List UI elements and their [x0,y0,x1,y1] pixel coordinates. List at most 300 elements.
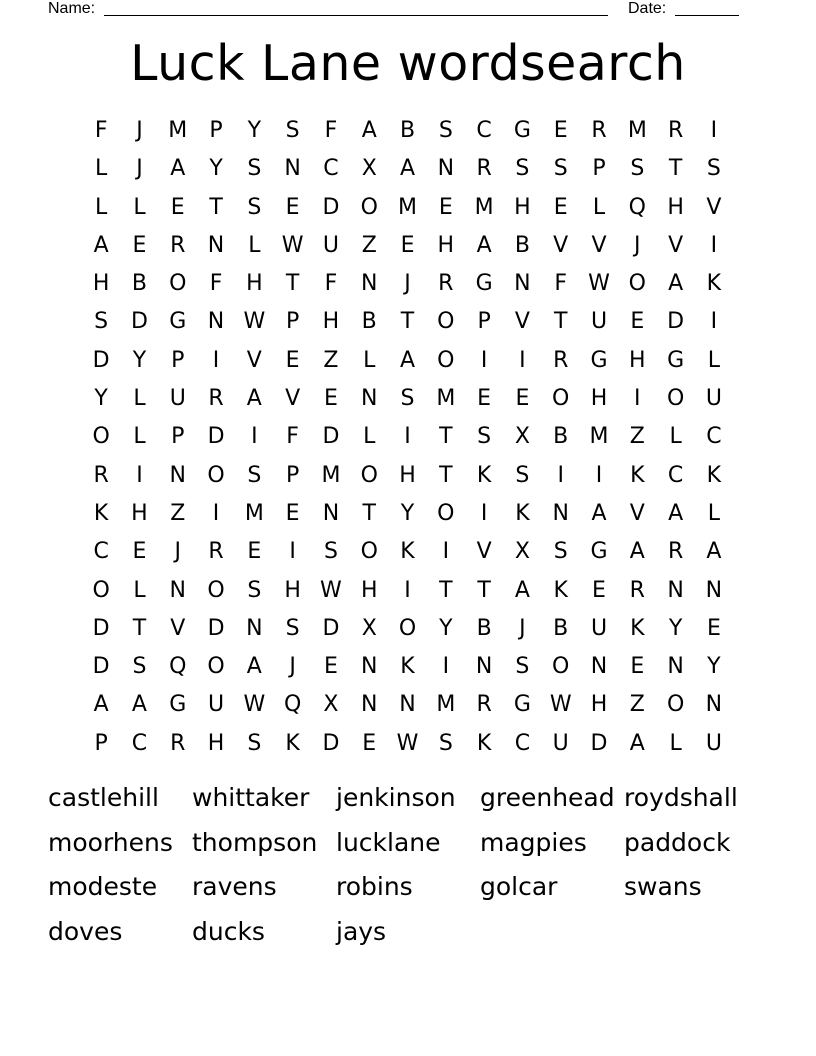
grid-letter: H [246,271,263,297]
grid-letter: N [514,271,531,297]
grid-letter: T [477,577,491,603]
grid-letter: L [133,577,146,603]
grid-letter: O [552,654,570,680]
grid-letter: Z [629,424,645,450]
grid-letter: D [207,424,225,450]
grid-letter: G [169,309,187,335]
grid-letter: V [285,386,301,412]
grid-letter: K [630,462,645,488]
grid-letter: A [591,500,607,526]
grid-letter: P [285,309,300,335]
grid-letter: I [212,500,220,526]
grid-letter: N [667,577,684,603]
word-list [48,778,768,956]
grid-letter: I [519,347,526,373]
grid-letter: O [360,539,378,565]
grid-letter: S [132,654,147,680]
grid-letter: A [629,730,645,756]
grid-letter: E [323,386,338,412]
grid-letter: V [514,309,530,335]
grid-letter: L [669,730,682,756]
grid-letter: J [136,156,143,182]
grid-letter: E [592,577,606,603]
grid-letter: I [442,654,450,680]
grid-letter: J [519,615,526,641]
grid-letter: X [323,692,339,718]
grid-letter: O [92,424,110,450]
grid-letter: P [209,118,223,143]
grid-letter: D [322,194,340,220]
grid-letter: S [247,194,262,220]
grid-letter: S [247,462,262,488]
grid-letter: E [323,654,338,680]
grid-letter: A [706,539,722,565]
grid-letter: H [131,500,148,526]
grid-letter: F [324,271,338,297]
grid-letter: U [169,386,186,412]
grid-letter: A [668,271,684,297]
grid-letter: R [553,347,569,373]
grid-letter: I [404,577,411,603]
grid-letter: S [630,156,645,182]
grid-letter: O [207,462,225,488]
grid-letter: N [360,386,378,412]
grid-letter: A [361,118,377,143]
grid-letter: N [590,654,608,680]
grid-letter: N [437,156,455,182]
grid-letter: R [438,271,454,297]
grid-letter: N [322,500,340,526]
word-list-item: moorhens [48,827,173,857]
grid-letter: M [436,386,456,412]
grid-letter: I [289,539,296,565]
grid-letter: C [476,118,492,143]
grid-letter: G [513,692,531,718]
grid-letter: F [209,271,223,297]
grid-letter: D [92,654,110,680]
grid-letter: F [554,271,568,297]
grid-letter: Y [209,156,223,182]
grid-letter: U [322,232,339,258]
grid-letter: J [404,271,411,297]
grid-letter: S [706,156,721,182]
grid-letter: B [399,118,416,143]
grid-letter: B [553,424,569,450]
grid-letter: U [552,730,569,756]
grid-letter: L [363,424,376,450]
word-list-item: golcar [480,872,558,901]
grid-letter: E [132,539,147,565]
grid-letter: H [590,692,608,718]
grid-letter: S [323,539,338,565]
grid-letter: D [590,730,608,756]
grid-letter: S [400,386,415,412]
grid-letter: E [438,194,453,220]
grid-letter: C [131,730,148,756]
grid-letter: X [514,539,530,565]
grid-letter: W [243,692,266,718]
grid-letter: L [707,500,721,526]
grid-letter: C [706,424,722,450]
grid-letter: U [590,615,608,641]
word-list-item: ravens [192,872,277,901]
grid-letter: L [95,156,108,182]
grid-letter: A [246,386,262,412]
letter-grid [82,112,733,763]
grid-letter: N [475,654,493,680]
grid-letter: E [170,194,185,220]
grid-letter: K [285,730,300,756]
grid-letter: T [439,424,453,450]
grid-letter: K [476,462,492,488]
grid-letter: R [170,730,186,756]
grid-letter: C [323,156,339,182]
grid-letter: T [209,194,223,220]
grid-letter: B [361,309,377,335]
grid-letter: B [131,271,147,297]
grid-letter: S [515,156,530,182]
grid-letter: O [437,500,455,526]
grid-letter: N [284,156,301,182]
grid-letter: O [398,615,417,641]
grid-letter: U [705,386,722,412]
grid-letter: H [92,271,110,297]
grid-letter: R [93,462,109,488]
grid-letter: E [362,730,377,756]
grid-letter: C [93,539,109,565]
grid-letter: I [634,386,641,412]
word-list-item: paddock [624,827,731,857]
grid-letter: S [553,539,568,565]
grid-letter: T [553,309,568,335]
grid-letter: I [480,500,488,526]
grid-letter: V [668,232,684,258]
grid-letter: K [93,500,109,526]
grid-letter: P [171,347,185,373]
grid-letter: E [515,386,530,412]
grid-letter: J [136,118,143,143]
grid-letter: A [93,232,109,258]
grid-letter: E [285,347,300,373]
grid-letter: N [169,577,186,603]
grid-letter: Y [132,347,147,373]
grid-letter: J [174,539,181,565]
grid-letter: P [592,156,606,182]
grid-letter: I [595,462,603,488]
grid-letter: R [667,539,684,565]
grid-letter: D [667,309,685,335]
grid-letter: I [212,347,220,373]
grid-letter: S [247,730,262,756]
grid-letter: L [133,194,146,220]
grid-letter: E [553,118,568,143]
grid-letter: V [629,500,645,526]
grid-letter: O [628,271,646,297]
grid-letter: B [514,232,530,258]
word-list-item: greenhead [480,783,615,812]
grid-letter: L [95,194,108,220]
grid-letter: R [208,386,224,412]
grid-letter: V [591,232,607,258]
grid-letter: D [130,309,148,335]
grid-letter: N [360,654,378,680]
grid-letter: A [476,232,492,258]
grid-letter: M [589,424,609,450]
grid-letter: M [244,500,264,526]
grid-letter: W [588,271,610,297]
grid-letter: E [477,386,492,412]
name-label: Name: [48,0,96,17]
grid-letter: V [553,232,569,258]
grid-letter: O [437,309,455,335]
word-list-item: castlehill [48,783,159,812]
grid-letter: A [246,654,262,680]
grid-letter: E [247,539,262,565]
grid-letter: E [400,232,415,258]
grid-letter: S [515,654,530,680]
grid-letter: X [514,424,530,450]
grid-letter: Q [628,194,646,220]
grid-letter: A [399,156,416,182]
grid-letter: Q [169,654,187,680]
grid-letter: K [630,615,645,641]
header [48,0,748,19]
word-list-item: robins [336,872,413,901]
grid-letter: K [400,539,415,565]
grid-letter: H [590,386,608,412]
grid-letter: R [591,118,607,143]
grid-letter: E [132,232,147,258]
grid-letter: D [322,615,340,641]
grid-letter: N [705,577,723,603]
grid-letter: I [251,424,258,450]
grid-letter: W [549,692,572,718]
grid-letter: O [207,654,225,680]
grid-letter: D [207,615,225,641]
word-list-item: lucklane [336,827,441,857]
grid-letter: I [404,424,411,450]
grid-letter: S [285,615,300,641]
grid-letter: N [360,692,378,718]
grid-letter: O [666,386,685,412]
grid-letter: S [247,577,262,603]
grid-letter: L [248,232,261,258]
grid-letter: M [436,692,456,718]
grid-letter: T [285,271,300,297]
grid-letter: M [168,118,188,143]
grid-letter: I [442,539,450,565]
grid-letter: P [477,309,491,335]
grid-letter: A [93,692,109,718]
grid-letter: S [438,730,453,756]
grid-letter: J [289,654,296,680]
grid-letter: S [94,309,109,335]
word-list-item: swans [624,872,702,901]
grid-letter: P [171,424,185,450]
grid-letter: G [590,347,608,373]
grid-letter: I [136,462,143,488]
grid-letter: Z [323,347,339,373]
grid-letter: N [169,462,186,488]
word-list-item: thompson [192,827,318,857]
grid-letter: Q [283,692,302,718]
page-title: Luck Lane wordsearch [130,35,686,92]
grid-letter: I [480,347,488,373]
grid-letter: X [361,156,377,182]
grid-letter: H [284,577,301,603]
word-list-item: modeste [48,872,158,901]
grid-letter: S [553,156,568,182]
grid-letter: I [710,118,718,143]
grid-letter: N [667,654,684,680]
grid-letter: C [667,462,684,488]
grid-letter: O [169,271,187,297]
grid-letter: V [170,615,186,641]
grid-letter: Y [707,654,721,680]
grid-letter: A [170,156,186,182]
grid-letter: O [666,692,685,718]
grid-letter: Z [361,232,377,258]
grid-letter: N [705,692,723,718]
word-list-item: roydshall [624,783,738,812]
grid-letter: O [552,386,570,412]
grid-letter: B [553,615,569,641]
date-blank-line [675,15,739,16]
grid-letter: Y [247,118,262,143]
grid-letter: M [321,462,341,488]
grid-letter: Z [629,692,645,718]
grid-letter: L [707,347,721,373]
grid-letter: N [360,271,378,297]
grid-letter: A [629,539,645,565]
grid-letter: K [515,500,530,526]
grid-letter: P [94,730,108,756]
grid-letter: L [669,424,682,450]
grid-letter: T [439,577,453,603]
grid-letter: G [513,118,531,143]
grid-letter: T [400,309,415,335]
grid-letter: J [634,232,641,258]
grid-letter: A [131,692,147,718]
grid-letter: W [320,577,342,603]
grid-letter: U [590,309,608,335]
grid-letter: K [476,730,492,756]
grid-letter: Y [439,615,453,641]
grid-letter: E [553,194,568,220]
grid-letter: S [438,118,453,143]
grid-letter: N [207,232,225,258]
grid-letter: O [92,577,110,603]
grid-letter: S [285,118,300,143]
grid-letter: O [437,347,455,373]
grid-letter: G [667,347,685,373]
grid-letter: F [94,118,108,143]
word-list-item: ducks [192,916,265,946]
grid-letter: G [169,692,187,718]
grid-letter: W [396,730,419,756]
grid-letter: S [247,156,262,182]
grid-letter: T [668,156,683,182]
grid-letter: S [515,462,530,488]
grid-letter: H [629,347,646,373]
grid-letter: K [400,654,415,680]
grid-letter: O [360,462,378,488]
grid-letter: S [477,424,492,450]
grid-letter: R [208,539,224,565]
grid-letter: R [629,577,645,603]
grid-letter: B [476,615,492,641]
grid-letter: E [630,309,645,335]
grid-letter: T [132,615,147,641]
grid-letter: T [362,500,376,526]
grid-letter: E [285,500,300,526]
grid-letter: A [514,577,530,603]
grid-letter: R [476,156,492,182]
grid-letter: W [243,309,266,335]
grid-letter: N [246,615,263,641]
grid-letter: R [667,118,684,143]
grid-letter: L [133,386,146,412]
word-list-item: whittaker [192,783,310,812]
grid-letter: L [133,424,146,450]
grid-letter: G [475,271,493,297]
grid-letter: N [207,309,225,335]
grid-letter: E [285,194,300,220]
grid-letter: K [706,271,722,297]
grid-letter: D [92,615,110,641]
grid-letter: W [281,232,304,258]
grid-letter: I [710,232,718,258]
word-list-item: jays [336,916,387,946]
grid-letter: V [476,539,492,565]
grid-letter: K [706,462,722,488]
grid-letter: I [557,462,564,488]
grid-letter: M [398,194,418,220]
word-list-item: jenkinson [336,783,456,812]
grid-letter: V [706,194,722,220]
grid-letter: R [476,692,492,718]
grid-letter: Y [94,386,108,412]
word-list-item: doves [48,916,123,946]
grid-letter: D [322,424,340,450]
date-label: Date: [628,0,667,17]
grid-letter: E [706,615,721,641]
grid-letter: Y [400,500,415,526]
grid-letter: A [668,500,684,526]
grid-letter: R [170,232,186,258]
grid-letter: V [246,347,262,373]
grid-letter: H [437,232,455,258]
grid-letter: L [363,347,376,373]
name-blank-line [104,15,608,16]
grid-letter: Z [170,500,186,526]
grid-letter: L [592,194,606,220]
grid-letter: U [207,692,225,718]
grid-letter: A [399,347,416,373]
grid-letter: H [667,194,684,220]
grid-letter: X [361,615,377,641]
grid-letter: E [630,654,645,680]
grid-letter: P [285,462,300,488]
grid-letter: Y [668,615,683,641]
grid-letter: U [705,730,722,756]
grid-letter: M [474,194,494,220]
grid-letter: D [322,730,340,756]
grid-letter: K [553,577,568,603]
grid-letter: H [360,577,378,603]
word-list-item: magpies [480,827,587,857]
grid-letter: H [399,462,416,488]
